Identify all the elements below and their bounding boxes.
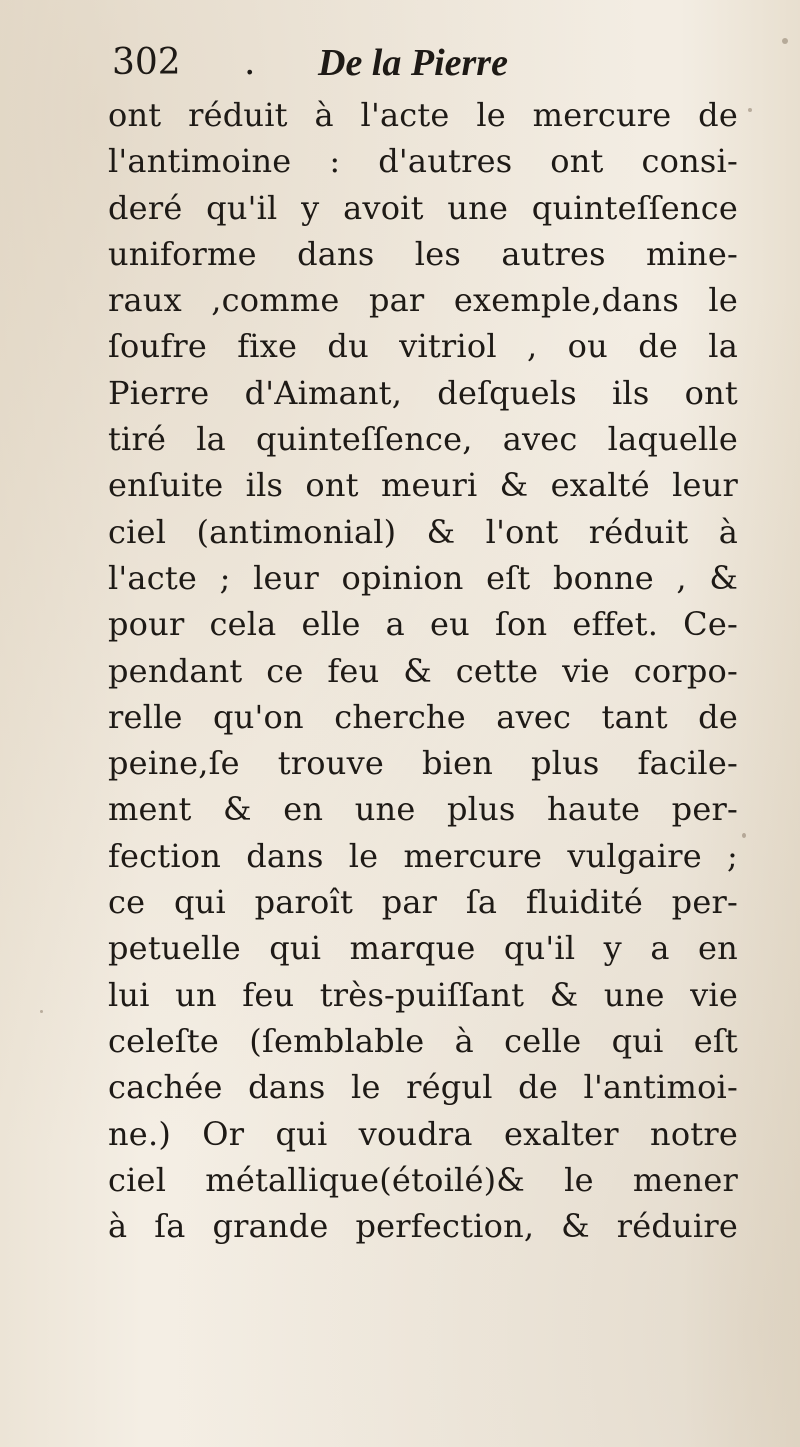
text-line: uniforme dans les autres mine- bbox=[108, 234, 738, 273]
paper-speck bbox=[40, 1010, 43, 1013]
text-line: enſuite ils ont meuri & exalté leur bbox=[108, 466, 738, 505]
text-line: pendant ce feu & cette vie corpo- bbox=[108, 651, 738, 690]
text-line: ne.) Or qui voudra exalter notre bbox=[108, 1114, 738, 1153]
text-line: relle qu'on cherche avec tant de bbox=[108, 697, 738, 736]
text-line: ciel (antimonial) & l'ont réduit à bbox=[108, 512, 738, 551]
text-line: deré qu'il y avoit une quinteſſence bbox=[108, 188, 738, 227]
text-line: cachée dans le régul de l'antimoi- bbox=[108, 1068, 738, 1107]
text-line: ment & en une plus haute per- bbox=[108, 790, 738, 829]
text-line: raux ,comme par exemple,dans le bbox=[108, 281, 738, 320]
text-line: celeſte (ſemblable à celle qui eſt bbox=[108, 1021, 738, 1060]
text-line: lui un feu très-puiſſant & une vie bbox=[108, 975, 738, 1014]
paper-speck bbox=[742, 833, 746, 838]
text-line: Pierre d'Aimant, deſquels ils ont bbox=[108, 373, 738, 412]
text-line: l'antimoine : d'autres ont consi- bbox=[108, 142, 738, 181]
paper-speck bbox=[782, 38, 788, 44]
text-line: petuelle qui marque qu'il y a en bbox=[108, 929, 738, 968]
text-line: ſoufre fixe du vitriol , ou de la bbox=[108, 327, 738, 366]
text-line: fection dans le mercure vulgaire ; bbox=[108, 836, 738, 875]
running-head bbox=[112, 38, 572, 88]
body-text bbox=[108, 92, 738, 1249]
text-line: l'acte ; leur opinion eſt bonne , & bbox=[108, 558, 738, 597]
page-number: 302 bbox=[112, 42, 181, 83]
paper-speck bbox=[748, 108, 752, 112]
text-line: pour cela elle a eu ſon effet. Ce- bbox=[108, 605, 738, 644]
running-head-title: De la Pierre bbox=[318, 42, 508, 84]
text-line: à ſa grande perfection, & réduire bbox=[108, 1207, 738, 1246]
running-head-separator: . bbox=[244, 42, 256, 83]
text-line: ce qui paroît par ſa fluidité per- bbox=[108, 883, 738, 922]
text-line: tiré la quinteſſence, avec laquelle bbox=[108, 420, 738, 459]
text-line: ciel métallique(étoilé)& le mener bbox=[108, 1160, 738, 1199]
text-line: peine,ſe trouve bien plus facile- bbox=[108, 744, 738, 783]
text-line: ont réduit à l'acte le mercure de bbox=[108, 96, 738, 134]
